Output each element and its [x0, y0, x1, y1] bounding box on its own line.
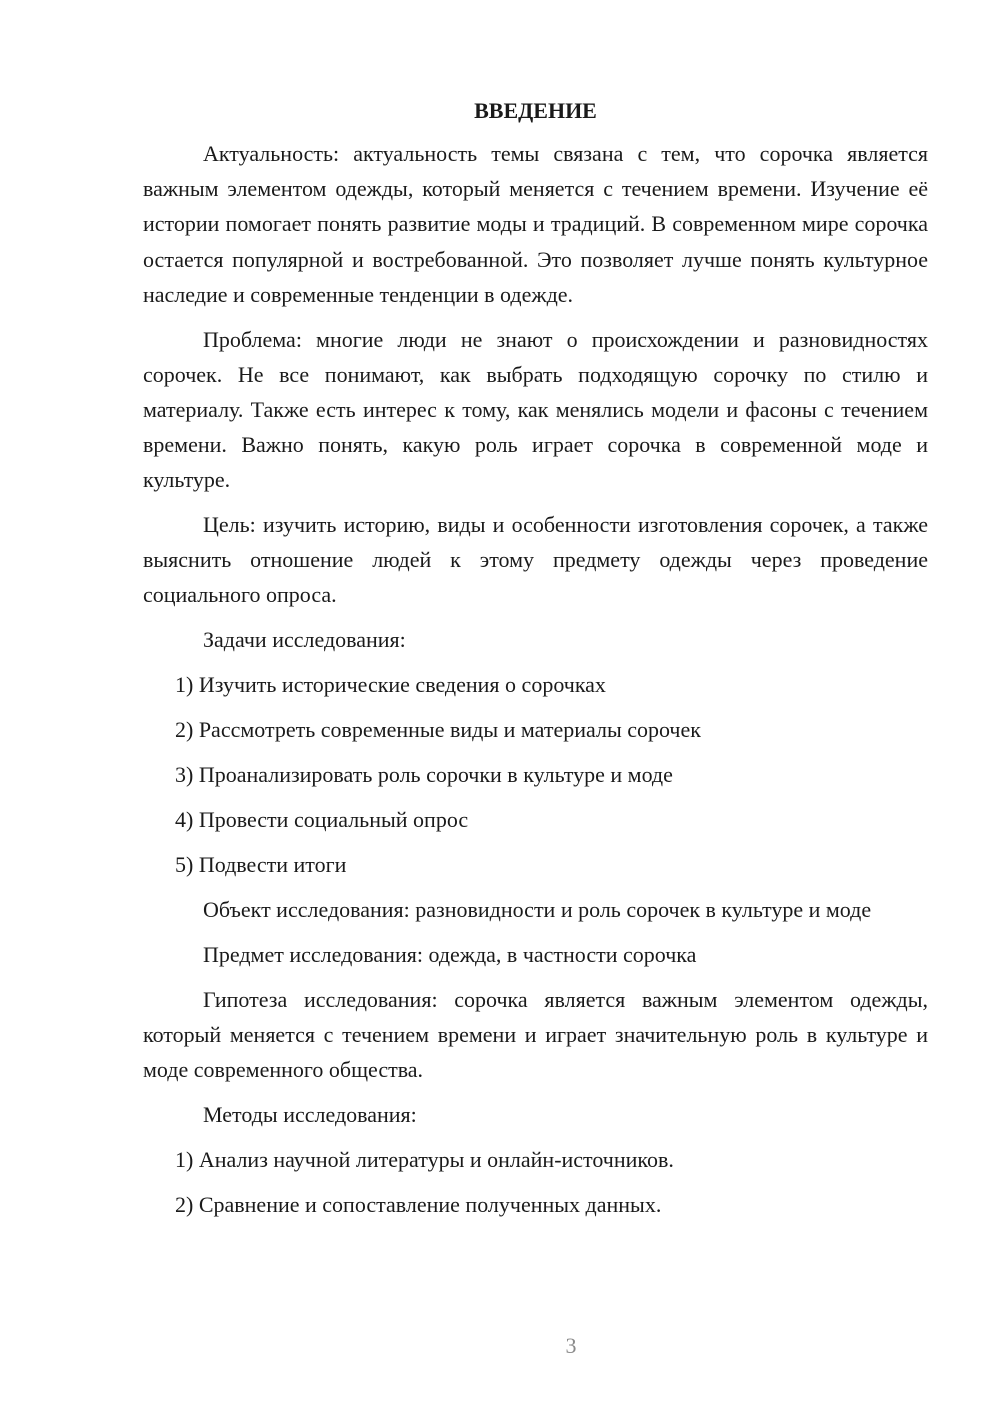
task-item: 1) Изучить исторические сведения о сорочках — [175, 672, 606, 698]
hypothesis-paragraph: Гипотеза исследования: сорочка является важным элементом одежды, который меняется с течением времени и играет значительную роль в культуре и моде современного общества. — [143, 986, 928, 1082]
object-paragraph: Объект исследования: разновидности и роль сорочек в культуре и моде — [203, 897, 872, 923]
method-item: 2) Сравнение и сопоставление полученных данных. — [175, 1191, 662, 1217]
task-item: 5) Подвести итоги — [175, 852, 347, 878]
method-item: 1) Анализ научной литературы и онлайн-источников. — [175, 1146, 674, 1172]
section-title: ВВЕДЕНИЕ — [474, 98, 597, 123]
task-item: 3) Проанализировать роль сорочки в культуре и моде — [175, 762, 673, 788]
task-item: 4) Провести социальный опрос — [175, 807, 469, 833]
problem-paragraph: Проблема: многие люди не знают о происхождении и разновидностях сорочек. Не все понимают, как выбрать подходящую сорочку по стилю и материалу. Также есть интерес к тому, как менялись модели и фасоны с течением времени. Важно понять, какую роль играет сорочка в современной моде и культуре. — [143, 326, 928, 493]
page-number: 3 — [565, 1333, 577, 1358]
goal-paragraph: Цель: изучить историю, виды и особенности изготовления сорочек, а также выяснить отношение людей к этому предмету одежды через проведение социального опроса. — [143, 512, 928, 608]
methods-label: Методы исследования: — [203, 1101, 417, 1127]
task-item: 2) Рассмотреть современные виды и материалы сорочек — [175, 717, 701, 743]
relevance-paragraph: Актуальность: актуальность темы связана с тем, что сорочка является важным элементом одежды, который меняется с течением времени. Изучение её истории помогает понять развитие моды и традиций. В современном мире сорочка остается популярной и востребованной. Это позволяет лучше понять культурное наследие и современные тенденции в одежде. — [143, 141, 928, 307]
page-body — [143, 94, 928, 1232]
subject-paragraph: Предмет исследования: одежда, в частности сорочка — [203, 941, 697, 967]
tasks-label: Задачи исследования: — [203, 627, 406, 653]
